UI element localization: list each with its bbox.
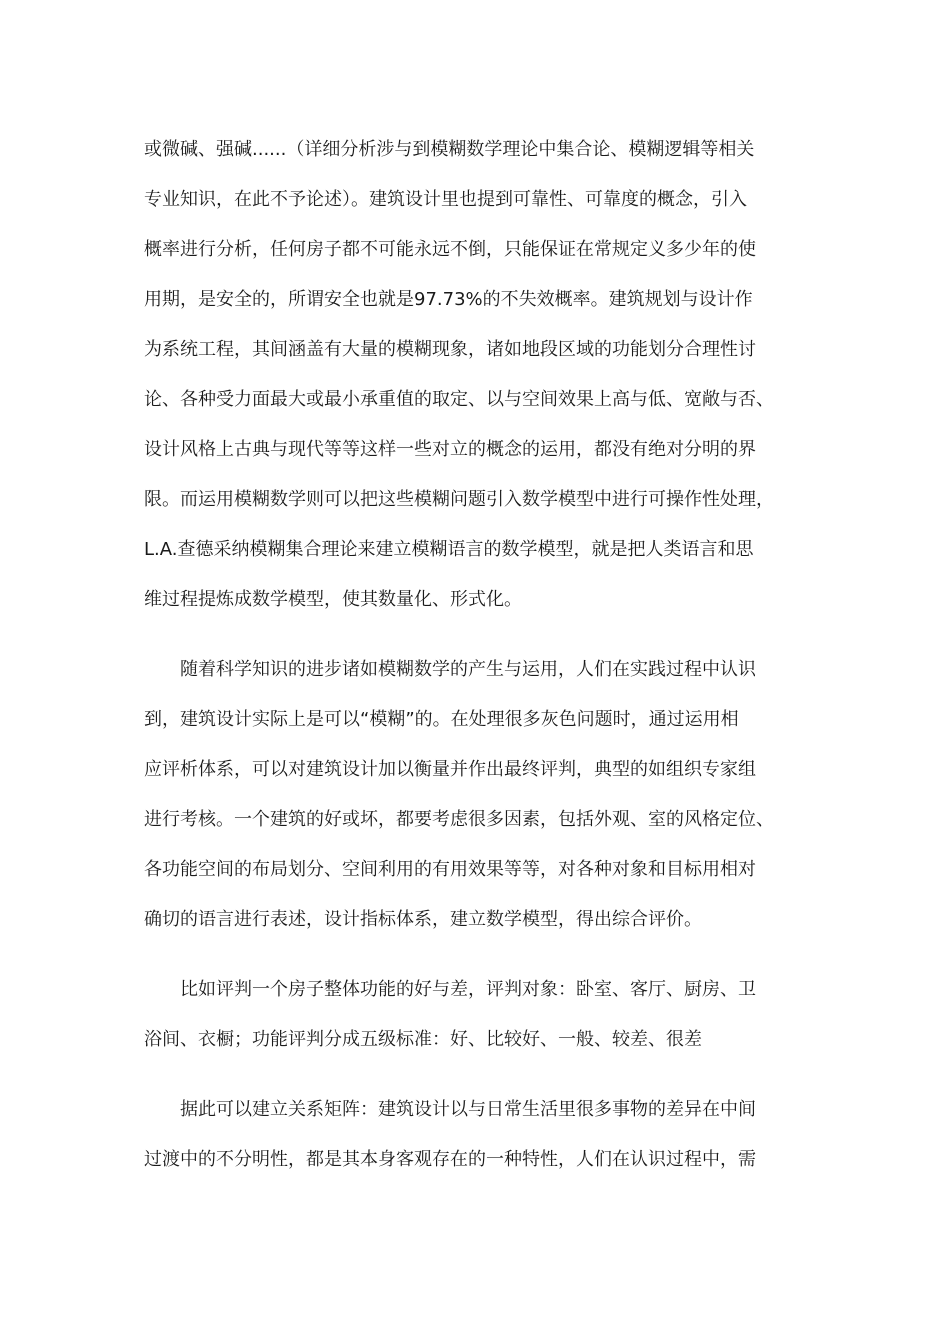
paragraph-2-line-2: 到，建筑设计实际上是可以“模糊”的。在处理很多灰色问题时，通过运用相 [144,709,739,730]
paragraph-1-line-5: 为系统工程，其间涵盖有大量的模糊现象，诸如地段区域的功能划分合理性讨 [144,339,756,360]
paragraph-1-line-9: L.A.查德采纳模糊集合理论来建立模糊语言的数学模型，就是把人类语言和思 [144,539,754,560]
paragraph-3-line-2: 浴间、衣橱；功能评判分成五级标准：好、比较好、一般、较差、很差 [144,1029,702,1050]
paragraph-4-line-2: 过渡中的不分明性，都是其本身客观存在的一种特性，人们在认识过程中，需 [144,1149,756,1170]
paragraph-1-line-6: 论、各种受力面最大或最小承重值的取定、以与空间效果上高与低、宽敞与否、 [144,389,774,410]
paragraph-1-line-8: 限。而运用模糊数学则可以把这些模糊问题引入数学模型中进行可操作性处理， [144,489,774,510]
paragraph-1-line-10: 维过程提炼成数学模型，使其数量化、形式化。 [144,589,522,610]
paragraph-2-line-3: 应评析体系，可以对建筑设计加以衡量并作出最终评判，典型的如组织专家组 [144,759,756,780]
paragraph-1-line-4: 用期，是安全的，所谓安全也就是97.73%的不失效概率。建筑规划与设计作 [144,289,753,310]
paragraph-2-line-6: 确切的语言进行表述，设计指标体系，建立数学模型，得出综合评价。 [144,909,702,930]
paragraph-2-line-5: 各功能空间的布局划分、空间利用的有用效果等等，对各种对象和目标用相对 [144,859,756,880]
paragraph-1-line-1: 或微碱、强碱......（详细分析涉与到模糊数学理论中集合论、模糊逻辑等相关 [144,139,755,160]
paragraph-3-line-1: 比如评判一个房子整体功能的好与差，评判对象：卧室、客厅、厨房、卫 [180,979,756,1000]
paragraph-2-line-1: 随着科学知识的进步诸如模糊数学的产生与运用，人们在实践过程中认识 [180,659,756,680]
paragraph-1-line-7: 设计风格上古典与现代等等这样一些对立的概念的运用，都没有绝对分明的界 [144,439,756,460]
paragraph-1-line-3: 概率进行分析，任何房子都不可能永远不倒，只能保证在常规定义多少年的使 [144,239,756,260]
paragraph-4-line-1: 据此可以建立关系矩阵：建筑设计以与日常生活里很多事物的差异在中间 [180,1099,756,1120]
paragraph-1-line-2: 专业知识，在此不予论述）。建筑设计里也提到可靠性、可靠度的概念，引入 [144,189,747,210]
paragraph-2-line-4: 进行考核。一个建筑的好或坏，都要考虑很多因素，包括外观、室的风格定位、 [144,809,774,830]
